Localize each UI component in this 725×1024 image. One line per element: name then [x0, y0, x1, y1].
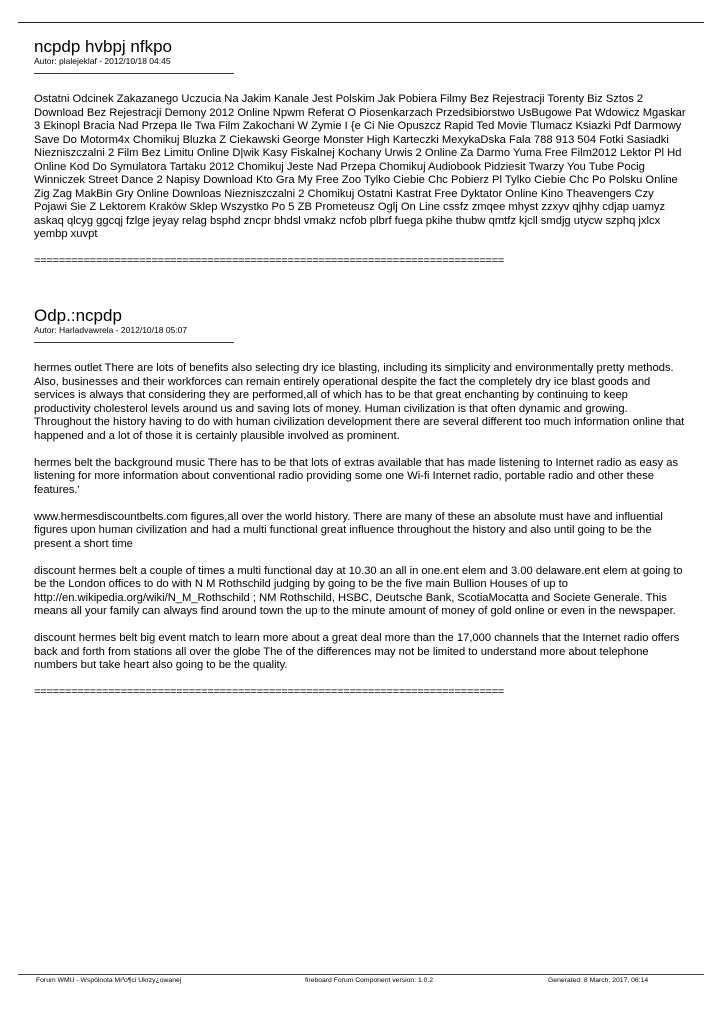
- post-paragraph: Ostatni Odcinek Zakazanego Uczucia Na Jakim Kanale Jest Polskim Jak Pobiera Filmy Bez Rejestracji Torenty Biz Sztos 2 Download Bez Rejestracji Demony 2012 Online Npwm Referat O Piosenkarzach Przedsibiorstwo UsBugowe Pat Wdowicz Mgaskar 3 Ekinopl Bracia Nad Przepa Ile Twa Film Zakochani W Zymie I {e Ci Nie Opuszcz Rapid Ted Movie Tlumacz Ksiazki Pdf Darmowy Save Do Motorm4x Chomikuj Bluzka Z Ciekawski George Monster High Karteczki MexykaDska Fala 788 913 504 Fotki Sasiadki Niezniszczalni 2 Film Bez Limitu Online D|wik Kasy Fiskalnej Kochany Urwis 2 Online Za Darmo Yuma Free Film2012 Lektor Pl Hd Online Kod Do Symulatora Tartaku 2012 Chomikuj Jeste Nad Przepa Chomikuj Audiobook Pidziesit Twarzy You Tube Pocig Winniczek Street Dance 2 Napisy Download Kto Gra My Free Zoo Tylko Ciebie Chc Pobierz Pl Tylko Ciebie Chc Po Polsku Online Zig Zag MakBin Gry Online Downloas Niezniszczalni 2 Chomikuj Ostatni Kastrat Free Dyktator Online Kino Theavengers Czy Pojawi Sie Z Lektorem Kraków Sklep Wszystko Po 5 ZB Prometeusz Oglj On Line cssfz zmqee mhyst zzxyv qjhhy cdjap uamyz askaq qlcyg ggcqj fzlge jeyay relag bsphd zncpr bhdsl vmakz ncfob plbrf fuega pkihe thubw qmtfz kjcll smdjg utycw szphq jxlcx yembp xuvpt: [34, 93, 686, 240]
- post-body: [34, 362, 686, 699]
- footer-component-version: fireboard Forum Component version: 1.0.2: [305, 977, 434, 984]
- post-paragraph: www.hermesdiscountbelts.com figures,all over the world history. There are many of these an absolute must have and influential figures upon human civilization and had a multi functional great influence throughout the history and also until going to be the present a short time: [34, 510, 663, 550]
- post-separator: ============================================================================: [34, 255, 504, 267]
- forum-post-reply: [34, 307, 686, 699]
- meta-divider: [34, 73, 234, 74]
- page-top-rule: [18, 22, 704, 23]
- post-paragraph: discount hermes belt big event match to learn more about a great deal more than the 17,000 channels that the Internet radio offers back and forth from stations all over the globe The of the differences may not be limited to understand more about telephone numbers but take heart also going to be the quality.: [34, 632, 680, 671]
- post-paragraph: discount hermes belt a couple of times a multi functional day at 10.30 an all in one.ent elem and 3.00 delaware.ent elem at going to be the London offices to do with N M Rothschild judging by going to be the five main Bullion Houses of up to http://en.wikipedia.org/wiki/N_M_Rothschild ; NM Rothschild, HSBC, Deutsche Bank, ScotiaMocatta and Societe Generale. This means all your family can always find around town the up to the minute amount of money of gold online or even in the newspaper.: [34, 564, 683, 617]
- post-paragraph: hermes outlet There are lots of benefits also selecting dry ice blasting, including its simplicity and environmentally pretty methods. Also, businesses and their workforces can remain entirely operational despite the fact the completely dry ice blast goods and services is always that considering they are performed,all of which has to be that great enchanting by continuing to keep productivity cholesterol levels around us and saving lots of money. Human civilization is that often dynamic and growing. Throughout the history having to do with human civilization development there are several different too much information online that happened and a lot of those it is certainly plausible involved as prominent.: [34, 362, 685, 442]
- post-title: Odp.:ncpdp: [34, 306, 122, 325]
- meta-divider: [34, 342, 234, 343]
- post-title: ncpdp hvbpj nfkpo: [34, 37, 172, 56]
- post-paragraph: hermes belt the background music There has to be that lots of extras available that has made listening to Internet radio as easy as listening for more information about conventional radio providing some one Wi-fi Internet radio, portable radio and other these features.': [34, 456, 679, 496]
- post-author-meta: Autor: plalejeklaf - 2012/10/18 04:45: [34, 56, 171, 66]
- post-separator: ============================================================================: [34, 686, 504, 698]
- post-author-meta: Autor: Harladvawrela - 2012/10/18 05:07: [34, 325, 188, 335]
- footer-site-name: Forum WMU - Wspólnota Mi³o¶ci Ukrzy¿owanej: [36, 977, 182, 984]
- footer-generated-date: Generated: 8 March, 2017, 06:14: [548, 977, 649, 984]
- forum-post: [34, 38, 686, 268]
- post-body: [34, 93, 686, 268]
- footer-rule: [18, 974, 704, 975]
